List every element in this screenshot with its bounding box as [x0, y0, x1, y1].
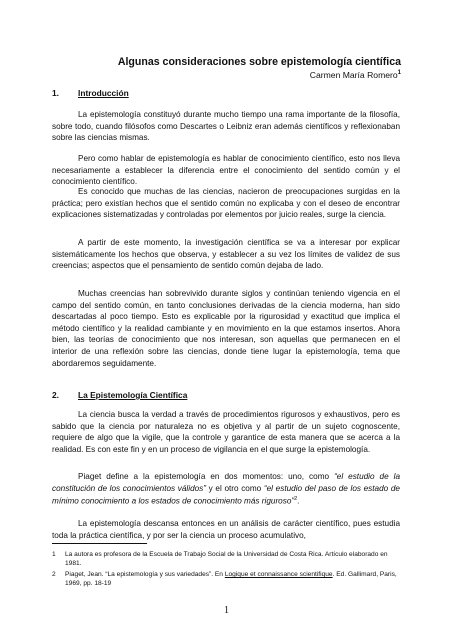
piaget-text-1: Piaget define a la epistemología en dos momentos: uno, como — [78, 472, 335, 481]
paragraph: Es conocido que muchas de las ciencias, nacieron de preocupaciones surgidas en la práctica; pero existían hechos que el sentido común no explicaba y con el deseo de encontrar explicaciones sistematizadas y controladas por elementos por juicio reales, surge la ciencia. — [52, 187, 400, 220]
footnote-separator — [52, 543, 147, 544]
section-heading-epistemologia — [52, 390, 187, 400]
footnote-mark: 2 — [52, 571, 56, 578]
section-number: 2. — [52, 390, 59, 400]
piaget-quote-2: “el estudio del paso de los estado de mínimo conocimiento a los estados de conocimiento más riguroso” — [52, 483, 400, 506]
section-heading-introduction — [52, 88, 129, 98]
footnote-text: La autora es profesora de la Escuela de Trabajo Social de la Universidad de Costa Rica. Artículo elaborado en 1981. — [65, 551, 388, 567]
author-name: Carmen María Romero — [309, 70, 398, 80]
piaget-text-2: y el otro como — [206, 483, 264, 493]
footnote-mark: 1 — [52, 551, 56, 558]
footnote-text-after: . Ed. Gallimard, Paris, 1969, pp. 18-19 — [65, 571, 397, 587]
paragraph: La epistemología constituyó durante mucho tiempo una rama importante de la filosofía, sobre todo, cuando filósofos como Descartes o Leibniz eran además científicos y reflexionaban sobre las ciencias mismas. — [52, 110, 400, 143]
footnote-text-before: Piaget, Jean. “La epistemología y sus variedades”. En — [65, 571, 225, 578]
paragraph: Muchas creencias han sobrevivido durante siglos y continúan teniendo vigencia en el campo del sentido común, en tanto conclusiones derivadas de la ciencia moderna, han sido descartadas al poco tiempo. Esto es explicable por la rigurosidad y exactitud que implica el método científico y la realidad cambiante y en movimiento en la que estamos insertos. Ahora bien, las teorías de conocimiento que nos interesan, son aquellas que permanecen en el interior de una reflexión sobre las ciencias, donde tiene lugar la epistemología, tema que abordaremos seguidamente. — [52, 289, 400, 368]
footnote-ref-2[interactable]: 2 — [294, 496, 298, 503]
document-title: Algunas consideraciones sobre epistemología científica — [117, 56, 401, 68]
footnote-2 — [52, 570, 404, 588]
piaget-text-3: . — [297, 496, 300, 506]
section-number: 1. — [52, 88, 59, 98]
paragraph: Pero como hablar de epistemología es hablar de conocimiento científico, esto nos lleva necesariamente a establecer la diferencia entre el conocimiento del sentido común y el conocimiento científico. — [52, 154, 400, 187]
footnote-text — [65, 570, 401, 588]
page-number: 1 — [224, 605, 229, 616]
paragraph: A partir de este momento, la investigación científica se va a interesar por explicar sistemáticamente los hechos que observa, y establecer a su vez los límites de validez de sus creencias; aspectos que el pensamiento de sentido común dejaba de lado. — [52, 238, 400, 271]
footnote-book-title: Logique et connaissance scientifique — [224, 571, 333, 578]
paragraph: La ciencia busca la verdad a través de procedimientos rigurosos y exhaustivos, pero es sabido que la ciencia por naturaleza no es objetiva y al partir de un sujeto cognoscente, requiere de algo que la vigile, que la controle y garantice de esta manera que se acerca a la realidad. Es con este fin y en un proceso de vigilancia en el que surge la epistemología. — [52, 410, 400, 454]
paragraph: La epistemología descansa entonces en un análisis de carácter científico, pues estudia toda la práctica científica, y por ser la ciencia un proceso acumulativo, — [52, 519, 400, 540]
section-label: Introducción — [78, 88, 129, 98]
paragraph-piaget — [52, 471, 400, 508]
section-label: La Epistemología Científica — [78, 390, 188, 400]
author-line — [310, 70, 401, 80]
piaget-quote-1: “el estudio de la constitución de los conocimientos válidos” — [52, 472, 401, 493]
footnote-ref-1[interactable]: 1 — [397, 70, 401, 77]
footnote-1 — [52, 550, 404, 568]
